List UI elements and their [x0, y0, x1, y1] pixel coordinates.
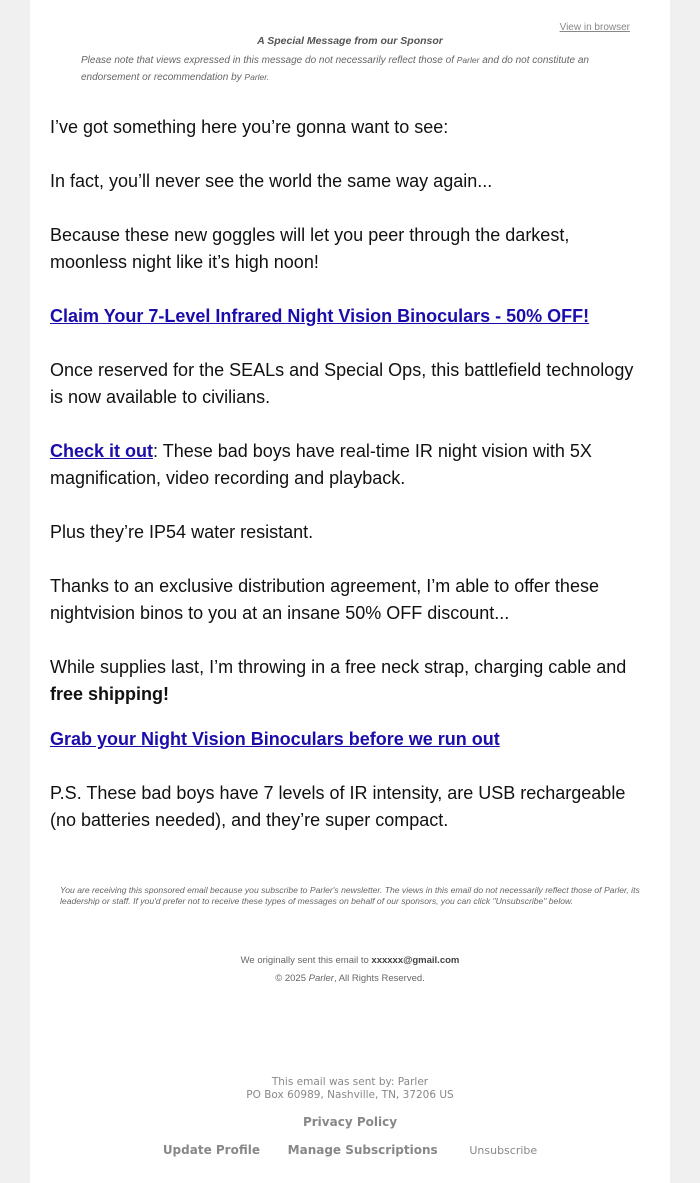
- sender-address: PO Box 60989, Nashville, TN, 37206 US: [246, 1089, 454, 1101]
- free-shipping-text: free shipping!: [50, 684, 170, 704]
- copyright-prefix: © 2025: [275, 973, 309, 984]
- paragraph-never-see: In fact, you’ll never see the world the same way again...: [50, 171, 493, 191]
- grab-binoculars-link[interactable]: Grab your Night Vision Binoculars before we run out: [50, 729, 500, 749]
- copyright-suffix: , All Rights Reserved.: [333, 973, 425, 984]
- sent-to-line: [30, 955, 670, 966]
- supplies-text: While supplies last, I’m throwing in a free neck strap, charging cable and: [50, 657, 627, 677]
- preferences-row: [30, 1143, 670, 1157]
- paragraph-ps: P.S. These bad boys have 7 levels of IR intensity, are USB rechargeable (no batteries needed), and they’re super compact.: [50, 783, 626, 830]
- update-profile-link[interactable]: Update Profile: [162, 1143, 260, 1157]
- disclaimer-text-2: and do not constitute an endorsement or recommendation by: [81, 55, 589, 83]
- disclaimer-end: .: [266, 72, 270, 82]
- sponsor-disclaimer: [81, 52, 601, 86]
- sender-info: [30, 1076, 670, 1102]
- paragraph-intro: I’ve got something here you’re gonna want to see:: [50, 117, 449, 137]
- email-card: [30, 0, 670, 1183]
- check-it-out-text: : These bad boys have real-time IR night vision with 5X magnification, video recording and playback.: [50, 441, 592, 488]
- sponsor-title: A Special Message from our Sponsor: [257, 35, 443, 47]
- paragraph-seals: Once reserved for the SEALs and Special Ops, this battlefield technology is now available to civilians.: [50, 360, 634, 407]
- disclaimer-brand-2: Parler: [244, 72, 267, 82]
- check-it-out-link[interactable]: Check it out: [50, 441, 154, 461]
- sent-to-prefix: We originally sent this email to: [240, 955, 372, 966]
- disclaimer-text-1: Please note that views expressed in this message do not necessarily reflect those of: [81, 55, 457, 66]
- privacy-row: [30, 1115, 670, 1129]
- manage-subscriptions-link[interactable]: Manage Subscriptions: [287, 1143, 438, 1157]
- privacy-policy-link[interactable]: Privacy Policy: [302, 1115, 398, 1129]
- paragraph-check-it-out: [50, 438, 650, 492]
- paragraph-goggles: Because these new goggles will let you peer through the darkest, moonless night like it’s high noon!: [50, 225, 570, 272]
- paragraph-water-resistant: Plus they’re IP54 water resistant.: [50, 522, 314, 542]
- disclaimer-brand-1: Parler: [456, 55, 480, 65]
- paragraph-supplies: [50, 654, 650, 708]
- copyright-line: [30, 973, 670, 984]
- recipient-email: xxxxxx@gmail.com: [371, 955, 460, 966]
- sponsored-email-note: You are receiving this sponsored email because you subscribe to Parler's newsletter. The views in this email do not necessarily reflect those of Parler, its leadership or staff. If you'd prefer not to receive these types of messages on behalf of our sponsors, you can click "Unsubscribe" below.: [60, 885, 640, 906]
- paragraph-distribution: Thanks to an exclusive distribution agreement, I’m able to offer these nightvision binos to you at an insane 50% OFF discount...: [50, 576, 599, 623]
- cta-paragraph-2: [50, 726, 650, 753]
- claim-binoculars-link[interactable]: Claim Your 7-Level Infrared Night Vision Binoculars - 50% OFF!: [50, 306, 590, 326]
- sender-line-1: This email was sent by: Parler: [271, 1076, 429, 1088]
- view-in-browser-link[interactable]: View in browser: [559, 22, 630, 33]
- copyright-brand: Parler: [308, 973, 334, 984]
- unsubscribe-link[interactable]: Unsubscribe: [469, 1144, 538, 1157]
- cta-paragraph-1: [50, 303, 650, 330]
